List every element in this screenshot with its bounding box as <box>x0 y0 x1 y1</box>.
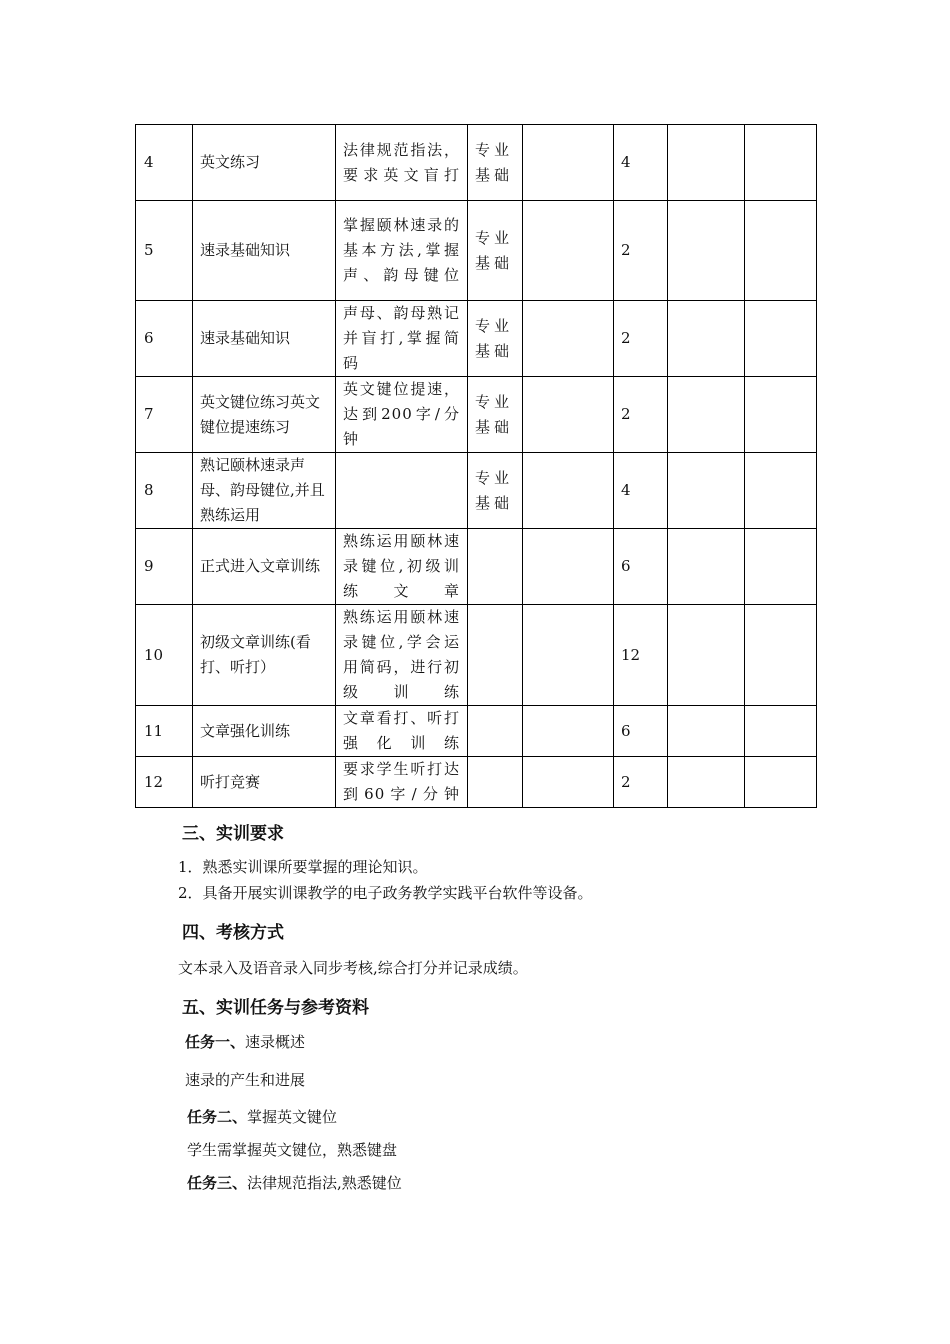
row-type: 专业基础 <box>468 201 523 301</box>
empty-cell <box>668 529 745 605</box>
row-hours: 4 <box>614 125 668 201</box>
section-heading-tasks: 五、实训任务与参考资料 <box>182 998 369 1018</box>
requirement-item-2: 2．具备开展实训课教学的电子政务教学实践平台软件等设备。 <box>178 884 593 902</box>
section-heading-requirements: 三、实训要求 <box>182 824 284 844</box>
row-number: 5 <box>136 201 193 301</box>
empty-cell <box>523 301 614 377</box>
empty-cell <box>668 125 745 201</box>
task-2-text: 学生需掌握英文键位，熟悉键盘 <box>187 1141 398 1159</box>
row-number: 6 <box>136 301 193 377</box>
row-type: 专业基础 <box>468 125 523 201</box>
row-topic: 初级文章训练(看打、听打） <box>193 605 336 706</box>
empty-cell <box>668 453 745 529</box>
table-row <box>136 453 817 529</box>
row-topic: 文章强化训练 <box>193 706 336 757</box>
empty-cell <box>523 377 614 453</box>
row-number: 12 <box>136 757 193 808</box>
row-number: 11 <box>136 706 193 757</box>
empty-cell <box>745 706 817 757</box>
row-topic: 正式进入文章训练 <box>193 529 336 605</box>
row-type: 专业基础 <box>468 453 523 529</box>
row-hours: 12 <box>614 605 668 706</box>
row-number: 10 <box>136 605 193 706</box>
table-row <box>136 529 817 605</box>
row-topic: 英文练习 <box>193 125 336 201</box>
row-description <box>336 453 468 529</box>
row-description: 掌握颐林速录的基本方法,掌握声、韵母键位 <box>336 201 468 301</box>
row-description: 英文键位提速，达到200字/分钟 <box>336 377 468 453</box>
requirement-item-1: 1．熟悉实训课所要掌握的理论知识。 <box>178 858 428 876</box>
row-topic: 速录基础知识 <box>193 201 336 301</box>
row-description: 要求学生听打达到60字/分钟 <box>336 757 468 808</box>
row-hours: 2 <box>614 757 668 808</box>
row-number: 4 <box>136 125 193 201</box>
task-1-text: 速录的产生和进展 <box>185 1071 306 1089</box>
table-row <box>136 125 817 201</box>
empty-cell <box>668 757 745 808</box>
row-topic: 速录基础知识 <box>193 301 336 377</box>
row-topic: 英文键位练习英文键位提速练习 <box>193 377 336 453</box>
empty-cell <box>745 529 817 605</box>
table-row <box>136 201 817 301</box>
row-type: 专业基础 <box>468 377 523 453</box>
empty-cell <box>523 529 614 605</box>
row-hours: 2 <box>614 377 668 453</box>
row-description: 熟练运用颐林速录键位,学会运用简码，进行初级训练 <box>336 605 468 706</box>
row-number: 9 <box>136 529 193 605</box>
row-hours: 2 <box>614 201 668 301</box>
row-hours: 2 <box>614 301 668 377</box>
empty-cell <box>745 201 817 301</box>
empty-cell <box>745 453 817 529</box>
row-description: 声母、韵母熟记并盲打,掌握简码 <box>336 301 468 377</box>
task-1-title: 速录概述 <box>245 1033 306 1051</box>
row-topic: 熟记颐林速录声母、韵母键位,并且熟练运用 <box>193 453 336 529</box>
section-heading-assessment: 四、考核方式 <box>182 923 284 943</box>
row-hours: 6 <box>614 706 668 757</box>
task-3 <box>187 1172 402 1193</box>
table-row <box>136 605 817 706</box>
task-1-label: 任务一、 <box>185 1033 246 1051</box>
empty-cell <box>745 125 817 201</box>
empty-cell <box>523 201 614 301</box>
empty-cell <box>523 125 614 201</box>
empty-cell <box>745 757 817 808</box>
empty-cell <box>668 706 745 757</box>
empty-cell <box>745 301 817 377</box>
row-hours: 6 <box>614 529 668 605</box>
empty-cell <box>668 377 745 453</box>
row-number: 8 <box>136 453 193 529</box>
row-hours: 4 <box>614 453 668 529</box>
table-row <box>136 706 817 757</box>
row-type <box>468 757 523 808</box>
task-3-label: 任务三、 <box>187 1174 248 1192</box>
table-row <box>136 301 817 377</box>
task-2-label: 任务二、 <box>187 1108 248 1126</box>
training-plan-table <box>135 124 817 808</box>
table-row <box>136 757 817 808</box>
empty-cell <box>523 605 614 706</box>
table-row <box>136 377 817 453</box>
row-type <box>468 605 523 706</box>
empty-cell <box>523 453 614 529</box>
empty-cell <box>668 605 745 706</box>
row-type: 专业基础 <box>468 301 523 377</box>
task-2 <box>187 1106 337 1127</box>
assessment-text: 文本录入及语音录入同步考核,综合打分并记录成绩。 <box>178 959 528 977</box>
empty-cell <box>668 201 745 301</box>
empty-cell <box>523 706 614 757</box>
task-1 <box>185 1031 305 1052</box>
row-number: 7 <box>136 377 193 453</box>
task-2-title: 掌握英文键位 <box>247 1108 338 1126</box>
row-description: 文章看打、听打强化训练 <box>336 706 468 757</box>
row-description: 法律规范指法，要求英文盲打 <box>336 125 468 201</box>
empty-cell <box>523 757 614 808</box>
empty-cell <box>745 377 817 453</box>
row-topic: 听打竞赛 <box>193 757 336 808</box>
row-type <box>468 529 523 605</box>
empty-cell <box>745 605 817 706</box>
row-description: 熟练运用颐林速录键位,初级训练文章 <box>336 529 468 605</box>
task-3-title: 法律规范指法,熟悉键位 <box>247 1174 402 1192</box>
empty-cell <box>668 301 745 377</box>
row-type <box>468 706 523 757</box>
